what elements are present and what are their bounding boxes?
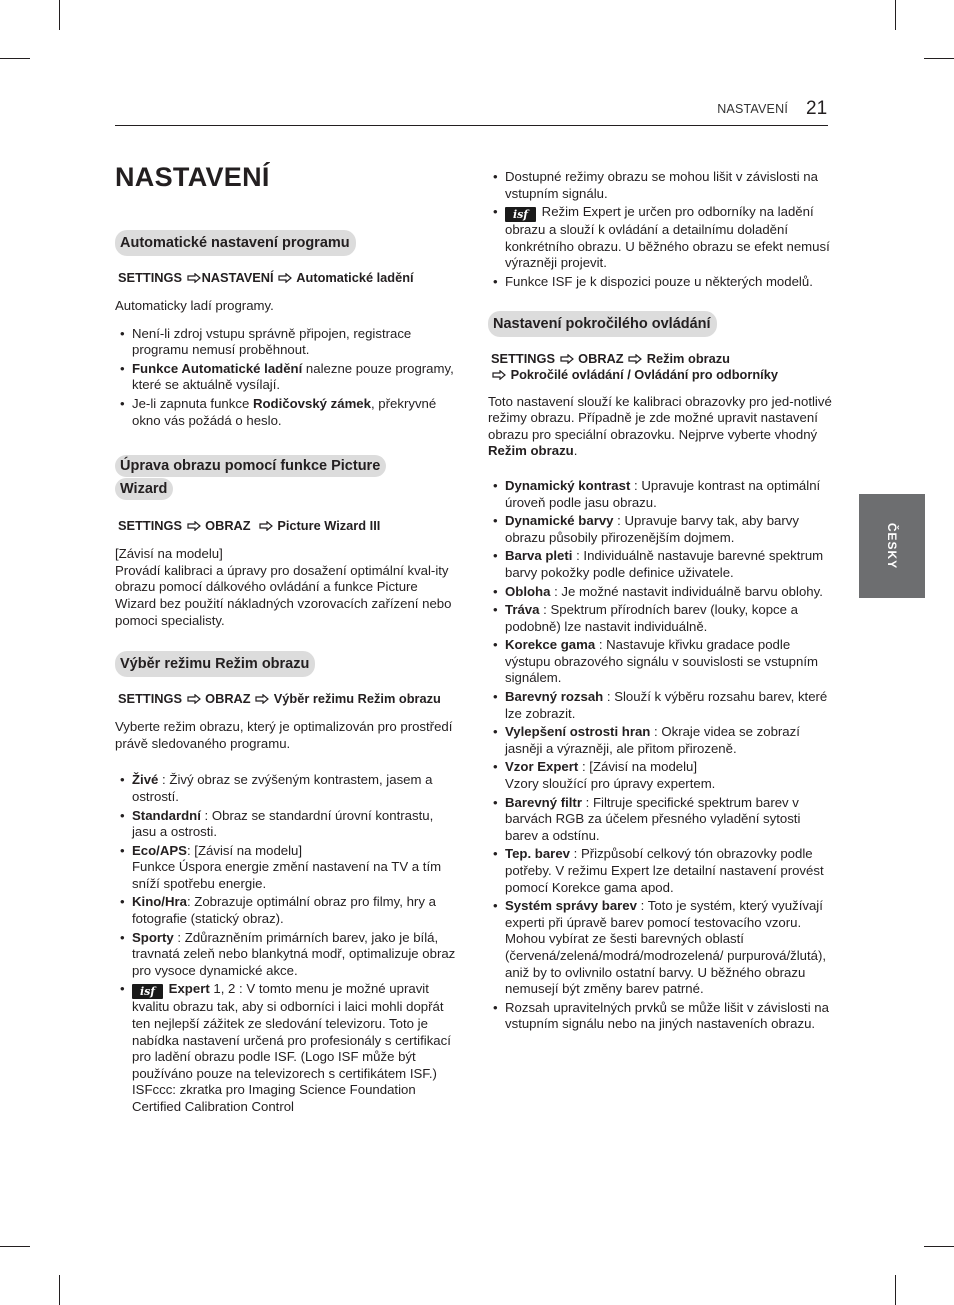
crop-mark — [895, 1275, 896, 1305]
item-term: Tep. barev — [505, 846, 570, 862]
item-text: : Spektrum přírodních barev (louky, kopce a podobně) lze nastavit individuálně. — [505, 602, 798, 634]
path-step: Výběr režimu Režim obrazu — [273, 691, 441, 707]
paragraph: Vyberte režim obrazu, který je optimalizován pro prostředí právě sledovaného programu. — [115, 719, 453, 751]
item-text: : Je možné nastavit individuálně barvu oblohy. — [550, 583, 823, 599]
path-step: Pokročilé ovládání / Ovládání pro odborníky — [510, 366, 778, 382]
item-term: Barva pleti — [505, 548, 573, 564]
page-number: 21 — [806, 98, 828, 119]
item-text: : Okraje videa se zobrazí jasněji a výrazněji, ale přitom přirozeně. — [505, 724, 800, 756]
paragraph-text: . — [573, 443, 578, 459]
paragraph-text: Provádí kalibraci a úpravy pro dosažení optimální kval-ity obrazu pomocí dálkového ovládání a funkce Picture Wizard bez použití nákladných vzorovacích zařízení nebo pomoci specialisty. — [115, 562, 452, 628]
item-text: : Individuálně nastavuje barevné spektrum barvy pokožky podle definice uživatele. — [505, 548, 824, 580]
item-text: 1, 2 : V tomto menu je možné upravit kvalitu obrazu tak, aby si odborníci i laici mohli dopřát ten nejlepší zážitek ze sledování televizoru. Toto je nabídka nastavení určená pro profesionály s certifikací pro ladění obrazu podle ISF. (Logo ISF může být používáno pouze na televizorech s certifikátem ISF.) ISFccc: zkratka pro Imaging Science Foundation Certified Calibration Control — [132, 981, 451, 1114]
item-term: Kino/Hra — [132, 894, 187, 910]
arrow-right-icon — [278, 273, 292, 283]
item-text: : Upravuje barvy tak, aby barvy obrazu působily přirozenějším dojmem. — [505, 513, 799, 545]
crop-mark — [0, 1246, 30, 1247]
item-term: Korekce gama — [505, 637, 596, 653]
language-tab — [859, 494, 925, 598]
item-text: : [Závisí na modelu] — [578, 759, 698, 775]
path-step: NASTAVENÍ — [201, 270, 274, 285]
list-item — [488, 846, 832, 896]
item-text: : Upravuje kontrast na optimální úroveň podle jasu obrazu. — [505, 477, 821, 510]
item-text: nalezne pouze programy, které se aktuálně vysílají. — [132, 360, 454, 393]
section-heading-text: Úprava obrazu pomocí funkce Picture Wizard — [115, 455, 386, 500]
item-term: Obloha — [505, 583, 551, 599]
item-text: Není-li zdroj vstupu správně připojen, registrace programu nemusí proběhnout. — [132, 325, 412, 358]
arrow-right-icon — [187, 521, 201, 531]
crop-mark — [59, 0, 60, 30]
path-step: OBRAZ — [205, 691, 251, 707]
section-heading: Automatické nastavení programu — [115, 230, 356, 256]
arrow-right-icon — [259, 521, 273, 531]
item-term: Eco/APS — [132, 842, 187, 858]
list-item — [488, 795, 832, 845]
item-term: Vzor Expert — [505, 759, 579, 775]
path-step: OBRAZ — [578, 350, 624, 366]
arrow-right-icon — [492, 370, 506, 380]
crop-mark — [0, 58, 30, 59]
item-term: Sporty — [132, 929, 174, 945]
isf-logo-icon: isf — [132, 984, 163, 999]
list-item — [488, 169, 832, 202]
arrow-right-icon — [628, 354, 642, 364]
item-text: Funkce ISF je k dispozici pouze u některých modelů. — [505, 273, 813, 289]
page-title: NASTAVENÍ — [115, 162, 270, 192]
item-term: Barevný rozsah — [505, 689, 604, 705]
paragraph: Automaticky ladí programy. — [115, 298, 274, 313]
menu-path — [118, 518, 461, 534]
list-item — [488, 689, 832, 722]
list-item — [488, 637, 832, 687]
list-item — [488, 204, 832, 272]
crop-mark — [895, 0, 896, 30]
path-step: Automatické ladění — [296, 270, 414, 285]
item-text: : Slouží k výběru rozsahu barev, které lze zobrazit. — [505, 689, 828, 721]
section-heading — [115, 451, 415, 504]
item-text: : Zdůrazněním primárních barev, jako je bílá, travnatá zeleň nebo blankytná modř, optimalizuje obraz pro vysoce dynamické akce. — [132, 929, 456, 978]
menu-path — [118, 691, 461, 707]
path-step: OBRAZ — [205, 518, 251, 534]
isf-logo-icon: isf — [505, 207, 536, 222]
path-step: Picture Wizard III — [277, 518, 381, 534]
item-text: : Toto je systém, který využívají experti při úpravě barev pomocí testovacího vzoru. Mohou vybírat ze šesti barevných oblastí (červená/zelená/modrá/modrozelená/ purpurová/žlutá), aniž by to ovlivnilo ostatní barvy. U běžného obrazu nemusejí být změny barev patrné. — [505, 898, 827, 997]
item-term: Živé — [132, 772, 159, 788]
item-term: Barevný filtr — [505, 794, 582, 810]
list-item — [488, 274, 832, 291]
path-step: SETTINGS — [118, 518, 182, 534]
item-term: Expert — [168, 981, 210, 997]
section-heading: Nastavení pokročilého ovládání — [488, 311, 717, 337]
arrow-right-icon — [187, 694, 201, 704]
item-text: : Přizpůsobí celkový tón obrazovky podle potřeby. V režimu Expert lze detailní nastavení provést pomocí Korekce gama apod. — [505, 846, 824, 895]
right-column — [488, 169, 832, 1055]
item-term: Systém správy barev — [505, 898, 637, 914]
language-tab-label: ČESKY — [885, 522, 899, 570]
menu-path — [118, 270, 461, 286]
list-item — [115, 361, 461, 394]
arrow-right-icon — [255, 694, 269, 704]
item-term: Vylepšení ostrosti hran — [505, 724, 651, 740]
item-text: Vzory sloužící pro úpravy expertem. — [505, 776, 716, 792]
bullet-list — [115, 772, 461, 1115]
path-step: SETTINGS — [118, 270, 182, 285]
list-item — [488, 602, 832, 635]
list-item — [488, 898, 832, 998]
item-term: Funkce Automatické ladění — [132, 360, 303, 376]
list-item — [488, 584, 832, 601]
arrow-right-icon — [187, 273, 201, 283]
list-item — [115, 894, 461, 927]
paragraph-term: Režim obrazu — [488, 443, 574, 459]
item-text: Funkce Úspora energie změní nastavení na TV a tím sníží spotřebu energie. — [132, 859, 442, 891]
list-item — [488, 1000, 832, 1033]
list-item — [115, 981, 461, 1115]
item-term: Rodičovský zámek — [252, 395, 371, 411]
bullet-list — [488, 478, 832, 1033]
header-rule — [115, 125, 828, 126]
paragraph — [115, 546, 461, 629]
paragraph — [488, 394, 832, 460]
item-term: Standardní — [132, 807, 201, 823]
list-item — [488, 548, 832, 581]
item-term: Tráva — [505, 602, 540, 618]
item-text: Režim Expert je určen pro odborníky na ladění obrazu a slouží k ovládání a detailnímu doladění konkrétního obrazu. U běžného obrazu se efekt nemusí výrazněji projevit. — [505, 204, 830, 271]
list-item — [115, 843, 461, 893]
item-text: Je-li zapnuta funkce — [132, 395, 253, 411]
item-term: Dynamický kontrast — [505, 477, 631, 493]
list-item — [115, 326, 461, 359]
bullet-list — [115, 326, 461, 430]
list-item — [115, 772, 461, 805]
list-item — [488, 513, 832, 546]
model-note: [Závisí na modelu] — [115, 546, 223, 562]
crop-mark — [59, 1275, 60, 1305]
list-item — [115, 930, 461, 980]
arrow-right-icon — [560, 354, 574, 364]
crop-mark — [924, 58, 954, 59]
item-text: Dostupné režimy obrazu se mohou lišit v závislosti na vstupním signálu. — [505, 169, 818, 201]
menu-path — [491, 351, 832, 383]
list-item — [115, 808, 461, 841]
item-text: : Zobrazuje optimální obraz pro filmy, hry a fotografie (statický obraz). — [132, 894, 436, 927]
list-item — [488, 478, 832, 511]
path-step: SETTINGS — [118, 691, 182, 707]
item-text: , překryvné okno vás požádá o heslo. — [132, 395, 437, 428]
bullet-list — [488, 169, 832, 291]
running-header: NASTAVENÍ — [717, 102, 788, 116]
item-text: : Obraz se standardní úrovní kontrastu, jasu a ostrosti. — [132, 807, 434, 840]
path-step: Režim obrazu — [646, 350, 730, 366]
crop-mark — [924, 1246, 954, 1247]
item-term: Dynamické barvy — [505, 513, 614, 529]
item-text: : Nastavuje křivku gradace podle výstupu obrazového signálu v souvislosti se vstupním signálem. — [505, 637, 818, 686]
item-text: : Živý obraz se zvýšeným kontrastem, jasem a ostrostí. — [132, 772, 433, 804]
section-heading: Výběr režimu Režim obrazu — [115, 651, 315, 677]
left-column — [115, 230, 461, 1138]
item-text: Rozsah upravitelných prvků se může lišit v závislosti na vstupním signálu nebo na jiných nastaveních obrazu. — [505, 999, 829, 1032]
path-step: SETTINGS — [491, 350, 555, 366]
list-item — [488, 724, 832, 757]
item-text: : [Závisí na modelu] — [186, 842, 303, 858]
paragraph-text: Toto nastavení slouží ke kalibraci obrazovky pro jed-notlivé režimy obrazu. Případně je zde možné upravit nastavení obrazu pro speciální obrazovku. Nejprve vyberte vhodný — [488, 393, 832, 442]
list-item — [115, 396, 461, 429]
list-item — [488, 759, 832, 792]
item-text: : Filtruje specifické spektrum barev v barvách RGB za účelem přesného vyladění sytosti barev a odstínu. — [505, 794, 801, 843]
